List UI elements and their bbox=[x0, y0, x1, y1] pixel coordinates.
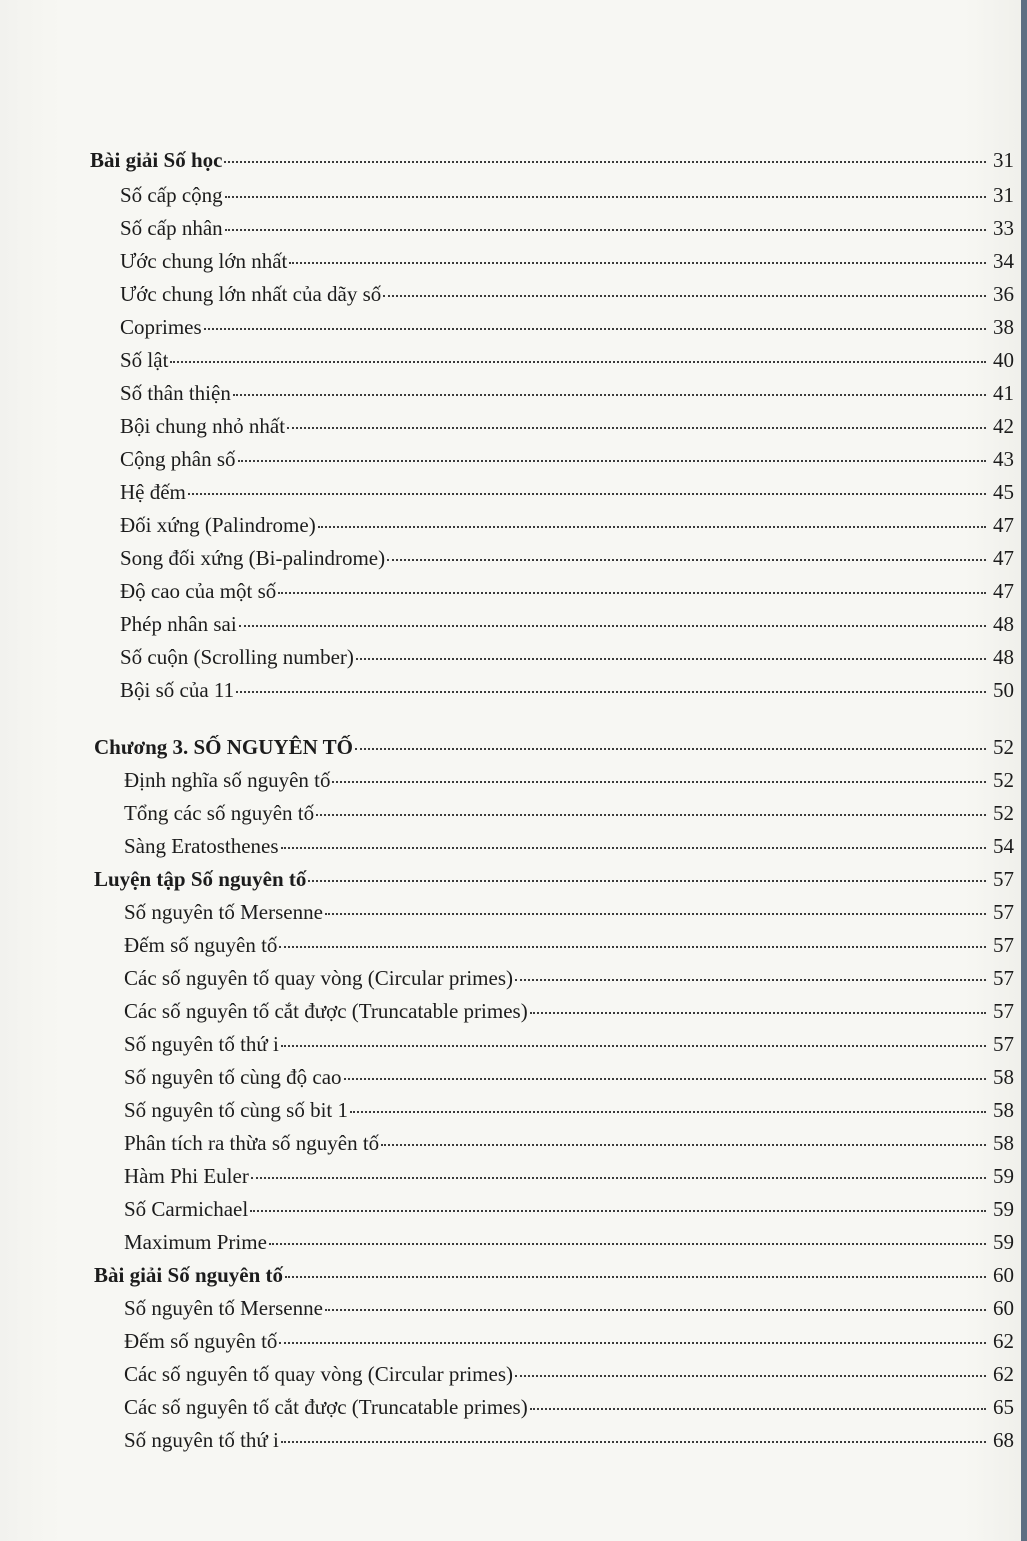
toc-entry bbox=[124, 1326, 1014, 1356]
toc-page-number: 57 bbox=[993, 999, 1014, 1023]
toc-label: Ước chung lớn nhất của dãy số bbox=[120, 282, 382, 306]
toc-entry bbox=[120, 675, 1014, 705]
toc-label: Định nghĩa số nguyên tố bbox=[124, 768, 331, 792]
toc-label: Hàm Phi Euler bbox=[124, 1164, 249, 1188]
dot-leader bbox=[279, 1342, 986, 1344]
toc-page-number: 38 bbox=[993, 315, 1014, 339]
toc-entry bbox=[124, 1095, 1014, 1125]
toc-label: Cộng phân số bbox=[120, 447, 236, 471]
toc-page-number: 57 bbox=[993, 933, 1014, 957]
dot-leader bbox=[269, 1243, 986, 1245]
toc-label: Ước chung lớn nhất bbox=[120, 249, 288, 273]
dot-leader bbox=[239, 625, 986, 627]
dot-leader bbox=[238, 460, 987, 462]
dot-leader bbox=[356, 658, 986, 660]
dot-leader bbox=[344, 1078, 986, 1080]
toc-page-number: 45 bbox=[993, 480, 1014, 504]
dot-leader bbox=[515, 979, 986, 981]
toc-page-number: 57 bbox=[993, 966, 1014, 990]
toc-page-number: 58 bbox=[993, 1098, 1014, 1122]
dot-leader bbox=[350, 1111, 986, 1113]
toc-label: Phân tích ra thừa số nguyên tố bbox=[124, 1131, 380, 1155]
toc-label: Các số nguyên tố quay vòng (Circular primes) bbox=[124, 1362, 513, 1386]
toc-label: Bài giải Số học bbox=[90, 148, 223, 172]
toc-entry bbox=[124, 1359, 1014, 1389]
toc-label: Luyện tập Số nguyên tố bbox=[94, 867, 307, 891]
toc-label: Độ cao của một số bbox=[120, 579, 277, 603]
toc-label: Maximum Prime bbox=[124, 1230, 267, 1254]
toc-label: Đối xứng (Palindrome) bbox=[120, 513, 316, 537]
toc-entry bbox=[124, 1392, 1014, 1422]
toc-page-number: 47 bbox=[993, 579, 1014, 603]
toc-label: Số cuộn (Scrolling number) bbox=[120, 645, 354, 669]
toc-entry bbox=[120, 477, 1014, 507]
dot-leader bbox=[355, 748, 986, 750]
toc-entry bbox=[124, 1029, 1014, 1059]
dot-leader bbox=[279, 946, 986, 948]
toc-page-number: 41 bbox=[993, 381, 1014, 405]
toc-page-number: 50 bbox=[993, 678, 1014, 702]
toc-entry bbox=[124, 1194, 1014, 1224]
toc-label: Hệ đếm bbox=[120, 480, 186, 504]
toc-label: Số nguyên tố Mersenne bbox=[124, 1296, 323, 1320]
dot-leader bbox=[387, 559, 986, 561]
toc-entry bbox=[124, 930, 1014, 960]
dot-leader bbox=[251, 1177, 986, 1179]
dot-leader bbox=[204, 328, 986, 330]
toc-page-number: 47 bbox=[993, 546, 1014, 570]
toc-page-number: 65 bbox=[993, 1395, 1014, 1419]
dot-leader bbox=[530, 1408, 986, 1410]
toc-heading bbox=[94, 864, 1014, 894]
toc-entry bbox=[124, 831, 1014, 861]
toc-entry bbox=[120, 279, 1014, 309]
toc-label: Sàng Eratosthenes bbox=[124, 834, 279, 858]
toc-page-number: 43 bbox=[993, 447, 1014, 471]
toc-entry bbox=[124, 1227, 1014, 1257]
toc-page-number: 47 bbox=[993, 513, 1014, 537]
toc-label: Số nguyên tố cùng độ cao bbox=[124, 1065, 342, 1089]
toc-label: Song đối xứng (Bi-palindrome) bbox=[120, 546, 386, 570]
toc-entry bbox=[120, 444, 1014, 474]
dot-leader bbox=[515, 1375, 986, 1377]
toc-entry bbox=[120, 576, 1014, 606]
dot-leader bbox=[281, 1441, 986, 1443]
toc-label: Chương 3. SỐ NGUYÊN TỐ bbox=[94, 735, 353, 759]
dot-leader bbox=[287, 427, 986, 429]
dot-leader bbox=[278, 592, 986, 594]
toc-page-number: 68 bbox=[993, 1428, 1014, 1452]
toc-heading bbox=[90, 145, 1014, 175]
toc-entry bbox=[120, 543, 1014, 573]
toc-page-number: 57 bbox=[993, 867, 1014, 891]
toc-page-number: 59 bbox=[993, 1197, 1014, 1221]
toc-label: Bội số của 11 bbox=[120, 678, 235, 702]
toc-entry bbox=[124, 798, 1014, 828]
toc-page-number: 59 bbox=[993, 1230, 1014, 1254]
toc-page-number: 60 bbox=[993, 1296, 1014, 1320]
dot-leader bbox=[289, 262, 986, 264]
toc-label: Bội chung nhỏ nhất bbox=[120, 414, 286, 438]
toc-label: Số nguyên tố thứ i bbox=[124, 1032, 279, 1056]
toc-page-number: 52 bbox=[993, 735, 1014, 759]
toc-entry bbox=[124, 996, 1014, 1026]
toc-page-number: 58 bbox=[993, 1131, 1014, 1155]
dot-leader bbox=[188, 493, 986, 495]
toc-page-number: 48 bbox=[993, 645, 1014, 669]
dot-leader bbox=[325, 1309, 986, 1311]
toc-page-number: 60 bbox=[993, 1263, 1014, 1287]
toc-heading bbox=[94, 732, 1014, 762]
toc-page-number: 42 bbox=[993, 414, 1014, 438]
dot-leader bbox=[225, 229, 986, 231]
toc-label: Các số nguyên tố quay vòng (Circular primes) bbox=[124, 966, 513, 990]
dot-leader bbox=[285, 1276, 986, 1278]
toc-label: Các số nguyên tố cắt được (Truncatable primes) bbox=[124, 999, 528, 1023]
toc-label: Số nguyên tố cùng số bit 1 bbox=[124, 1098, 348, 1122]
toc-label: Các số nguyên tố cắt được (Truncatable primes) bbox=[124, 1395, 528, 1419]
toc-entry bbox=[124, 1062, 1014, 1092]
toc-entry bbox=[124, 963, 1014, 993]
dot-leader bbox=[250, 1210, 986, 1212]
toc-label: Số cấp nhân bbox=[120, 216, 223, 240]
toc-page-number: 48 bbox=[993, 612, 1014, 636]
toc-entry bbox=[120, 180, 1014, 210]
toc-entry bbox=[120, 312, 1014, 342]
toc-entry bbox=[120, 609, 1014, 639]
toc-label: Đếm số nguyên tố bbox=[124, 933, 278, 957]
toc-page-number: 36 bbox=[993, 282, 1014, 306]
toc-page-number: 52 bbox=[993, 801, 1014, 825]
toc-label: Số thân thiện bbox=[120, 381, 231, 405]
toc-heading bbox=[94, 1260, 1014, 1290]
dot-leader bbox=[332, 781, 986, 783]
dot-leader bbox=[170, 361, 986, 363]
toc-entry bbox=[120, 246, 1014, 276]
dot-leader bbox=[383, 295, 986, 297]
dot-leader bbox=[236, 691, 986, 693]
toc-label: Số lật bbox=[120, 348, 169, 372]
toc-label: Số Carmichael bbox=[124, 1197, 249, 1221]
toc-page-number: 33 bbox=[993, 216, 1014, 240]
toc-entry bbox=[120, 411, 1014, 441]
toc-entry bbox=[120, 510, 1014, 540]
toc-label: Số cấp cộng bbox=[120, 183, 223, 207]
toc-entry bbox=[120, 345, 1014, 375]
dot-leader bbox=[530, 1012, 986, 1014]
toc-entry bbox=[124, 1161, 1014, 1191]
toc-label: Phép nhân sai bbox=[120, 612, 237, 636]
toc-page-number: 57 bbox=[993, 900, 1014, 924]
dot-leader bbox=[318, 526, 986, 528]
toc-label: Tổng các số nguyên tố bbox=[124, 801, 315, 825]
toc-label: Coprimes bbox=[120, 315, 202, 339]
toc-page-number: 62 bbox=[993, 1362, 1014, 1386]
dot-leader bbox=[325, 913, 986, 915]
toc-entry bbox=[124, 897, 1014, 927]
toc-page-number: 52 bbox=[993, 768, 1014, 792]
toc-entry bbox=[124, 765, 1014, 795]
toc-label: Số nguyên tố Mersenne bbox=[124, 900, 323, 924]
dot-leader bbox=[233, 394, 986, 396]
dot-leader bbox=[381, 1144, 986, 1146]
toc-page-number: 62 bbox=[993, 1329, 1014, 1353]
toc-label: Bài giải Số nguyên tố bbox=[94, 1263, 284, 1287]
toc-page-number: 59 bbox=[993, 1164, 1014, 1188]
toc-entry bbox=[124, 1425, 1014, 1455]
dot-leader bbox=[308, 880, 986, 882]
dot-leader bbox=[316, 814, 986, 816]
toc-entry bbox=[124, 1293, 1014, 1323]
toc-page-number: 31 bbox=[993, 183, 1014, 207]
dot-leader bbox=[224, 161, 986, 163]
page-edge bbox=[1021, 0, 1027, 1541]
toc-label: Số nguyên tố thứ i bbox=[124, 1428, 279, 1452]
toc-page-number: 31 bbox=[993, 148, 1014, 172]
toc-entry bbox=[120, 213, 1014, 243]
toc-entry bbox=[124, 1128, 1014, 1158]
toc-page-number: 57 bbox=[993, 1032, 1014, 1056]
dot-leader bbox=[281, 1045, 986, 1047]
toc-page-number: 40 bbox=[993, 348, 1014, 372]
toc-page-number: 58 bbox=[993, 1065, 1014, 1089]
toc-page-number: 54 bbox=[993, 834, 1014, 858]
dot-leader bbox=[225, 196, 986, 198]
toc-entry bbox=[120, 642, 1014, 672]
toc-label: Đếm số nguyên tố bbox=[124, 1329, 278, 1353]
dot-leader bbox=[281, 847, 986, 849]
toc-page-number: 34 bbox=[993, 249, 1014, 273]
toc-entry bbox=[120, 378, 1014, 408]
